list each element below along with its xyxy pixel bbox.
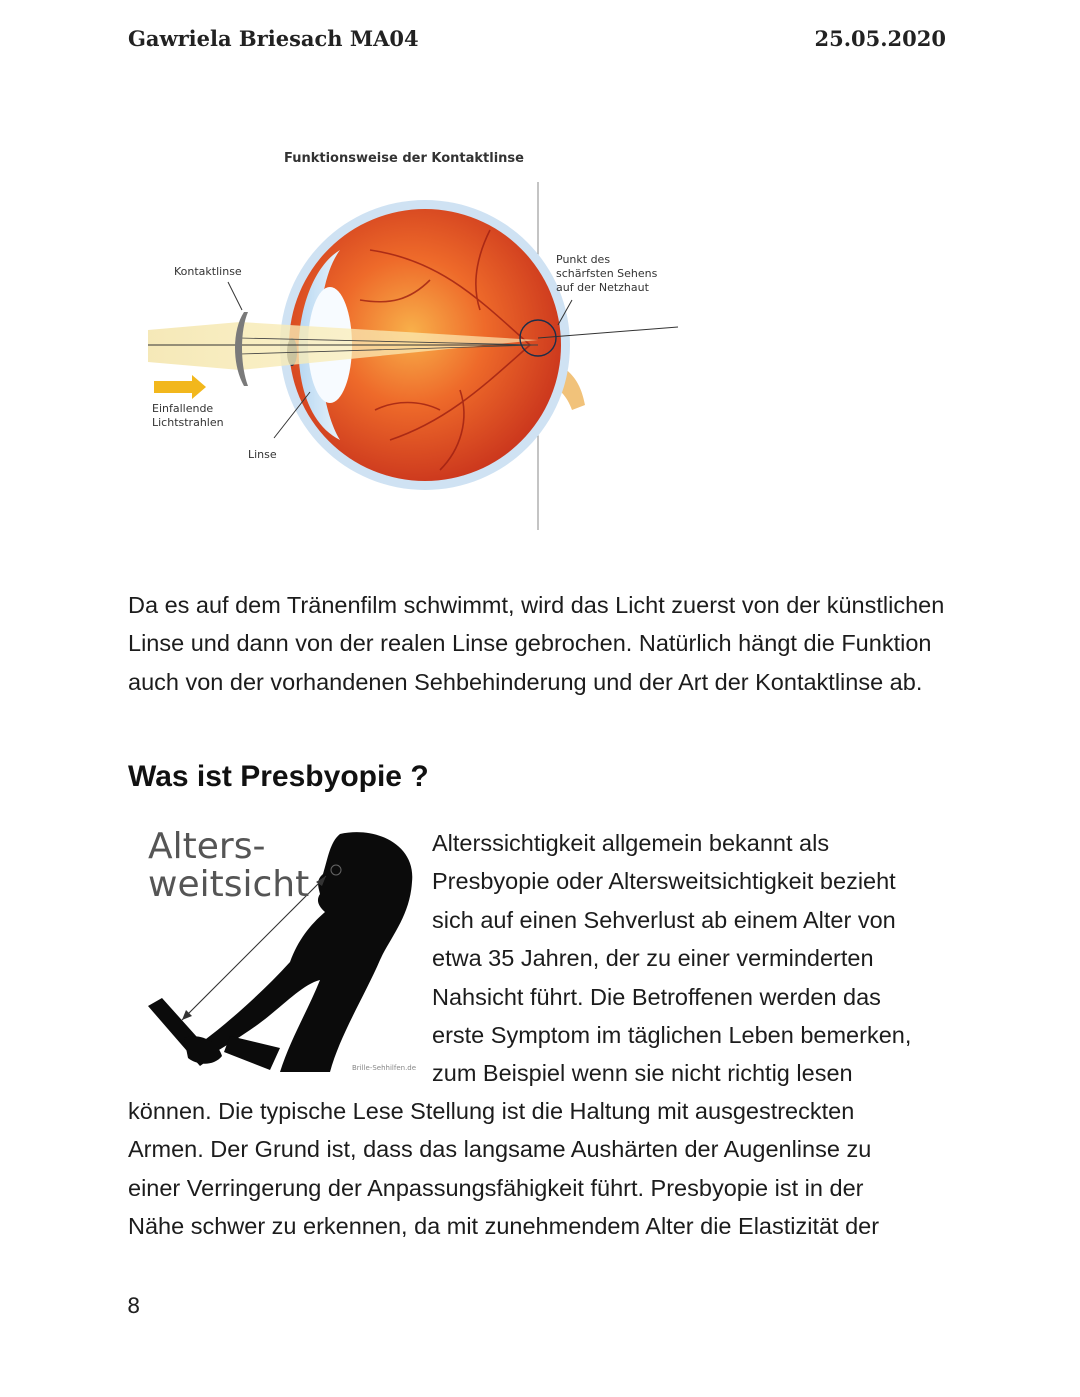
- header-date: 25.05.2020: [814, 26, 946, 51]
- text-line: Presbyopie oder Altersweitsichtigkeit bezieht: [432, 868, 896, 895]
- text-line: erste Symptom im täglichen Leben bemerken,: [432, 1022, 912, 1049]
- presbyopia-credit: Brille-Sehhilfen.de: [352, 1064, 417, 1072]
- label-sharpest-point-2: schärfsten Sehens: [556, 267, 658, 280]
- presbyopia-illustration: [140, 820, 425, 1080]
- text-line: Armen. Der Grund ist, dass das langsame Aushärten der Augenlinse zu: [128, 1136, 872, 1163]
- text-line: einer Verringerung der Anpassungsfähigkeit führt. Presbyopie ist in der: [128, 1174, 864, 1201]
- eye-diagram: [140, 140, 700, 540]
- paragraph-contact-lens: Da es auf dem Tränenfilm schwimmt, wird das Licht zuerst von der künstlichen Linse und dann von der realen Linse gebrochen. Natürlich hängt die Funktion auch von der vorhandenen Sehbehinderung und der Art der Kontaktlinse ab.: [128, 592, 945, 695]
- label-incoming-light-2: Lichtstrahlen: [152, 416, 224, 429]
- paragraph-presbyopia-wrapped: [432, 824, 952, 1093]
- text-line: sich auf einen Sehverlust ab einem Alter von: [432, 906, 896, 933]
- label-sharpest-point-1: Punkt des: [556, 253, 611, 266]
- label-lens: Linse: [248, 448, 277, 461]
- eye-diagram-title: Funktionsweise der Kontaktlinse: [283, 151, 525, 166]
- header-author: Gawriela Briesach MA04: [128, 26, 419, 51]
- text-line: können. Die typische Lese Stellung ist die Haltung mit ausgestreckten: [128, 1098, 855, 1124]
- page-number: 8: [127, 1294, 141, 1318]
- label-incoming-light-1: Einfallende: [152, 402, 214, 415]
- text-line: zum Beispiel wenn sie nicht richtig lesen: [432, 1060, 853, 1087]
- text-line: etwa 35 Jahren, der zu einer verminderten: [432, 945, 874, 972]
- section-heading: Was ist Presbyopie ?: [128, 760, 429, 793]
- label-contact-lens: Kontaktlinse: [174, 265, 242, 278]
- presbyopia-title-1: Alters-: [148, 826, 266, 867]
- paragraph-presbyopia-continued: [128, 1092, 958, 1246]
- label-sharpest-point-3: auf der Netzhaut: [556, 281, 649, 294]
- text-line: Nähe schwer zu erkennen, da mit zunehmendem Alter die Elastizität der: [128, 1213, 880, 1240]
- text-line: Alterssichtigkeit allgemein bekannt als: [432, 830, 830, 856]
- text-line: Nahsicht führt. Die Betroffenen werden das: [432, 983, 881, 1010]
- presbyopia-title-2: weitsicht: [148, 864, 310, 905]
